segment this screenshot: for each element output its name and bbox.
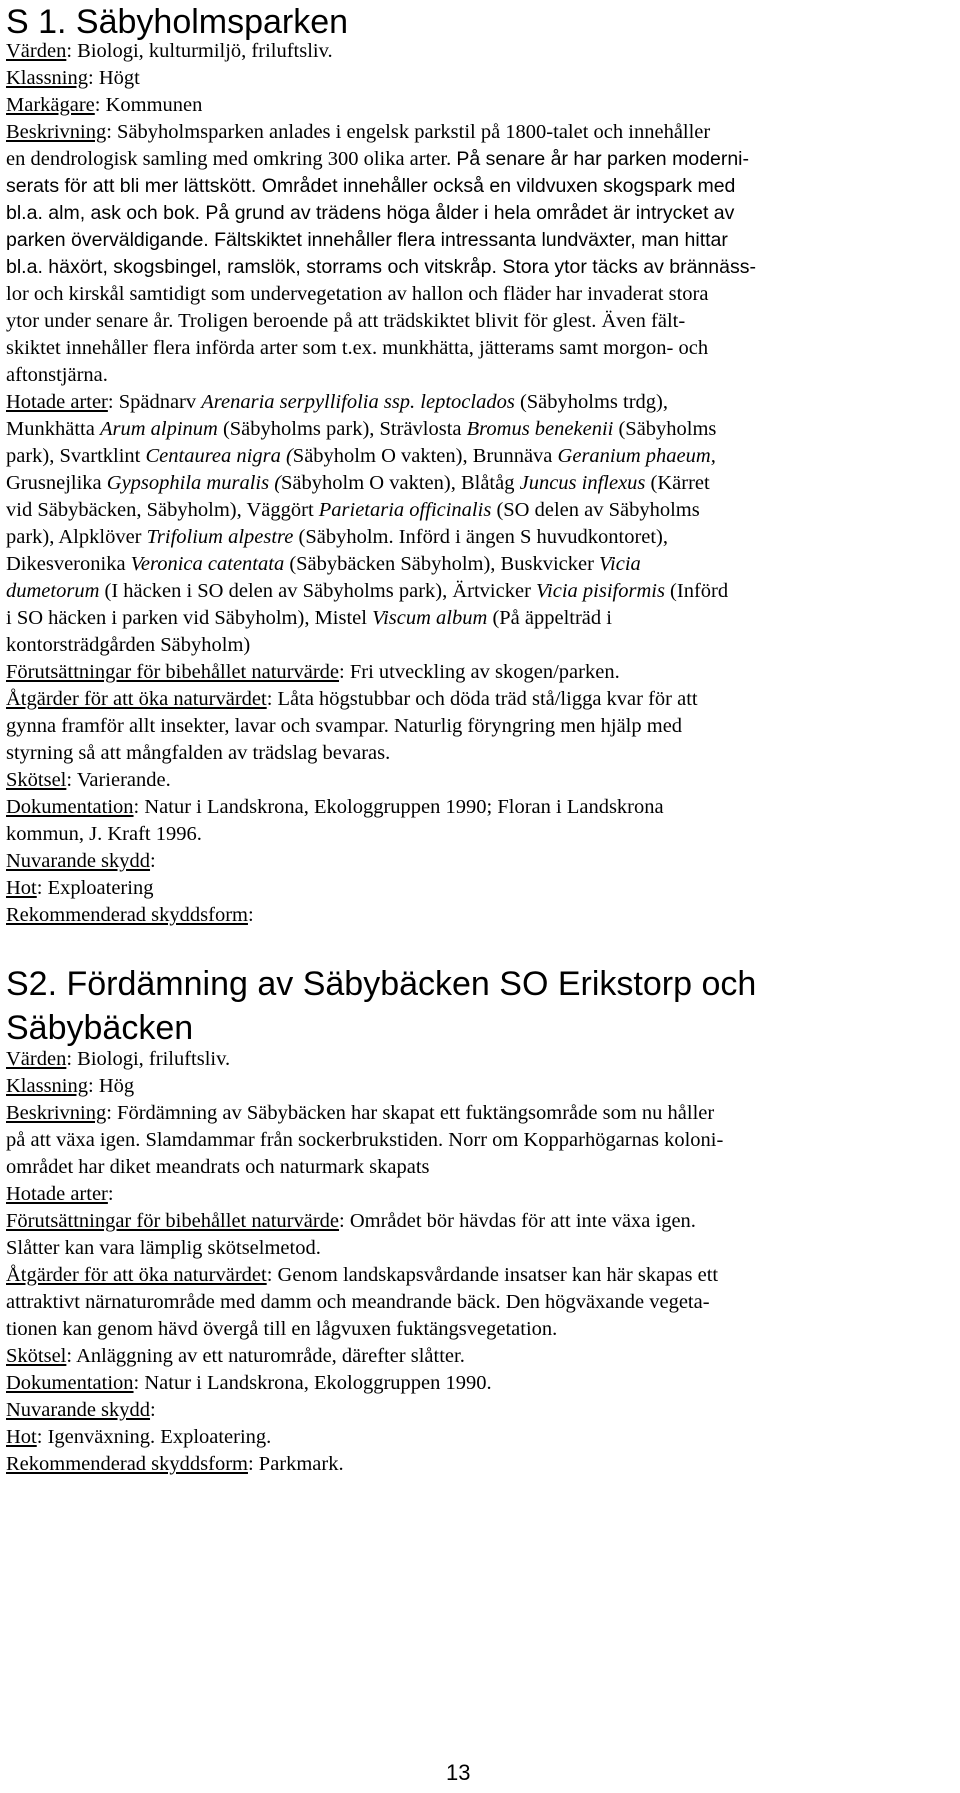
s1-varden-label: Värden [6,40,67,62]
s1-beskrivning-line: skiktet innehåller flera införda arter som t.ex. munkhätta, jätterams samt morgon- och [6,337,709,359]
s1-skotsel [6,767,171,794]
s2-hotade-value: : [107,1183,114,1205]
s1-markagare-value: : Kommunen [94,94,203,116]
s1-dokumentation [6,794,664,821]
s2-dokumentation-label: Dokumentation [6,1372,134,1394]
s1-hotade-line [6,416,716,443]
s1-hotade-text: i SO häcken i parken vid Säbyholm), Mistel [6,607,373,629]
s1-hotade-text: (I häcken i SO delen av Säbyholms park), Ärtvicker [99,580,537,602]
s2-varden [6,1046,230,1073]
s2-nuvarande [6,1397,156,1424]
s1-hotade-text: (På äppelträd i [487,607,612,629]
s1-hotade-text: park), Alpklöver [6,526,147,548]
s1-hot [6,875,153,902]
s2-rekommenderad-value: : Parkmark. [247,1453,344,1475]
s1-beskrivning-line [6,146,749,173]
s1-beskrivning-text: en dendrologisk samling med omkring 300 olika arter. [6,148,457,170]
s1-beskrivning-line: bl.a. häxört, skogsbingel, ramslök, storrams och vitskråp. Stora ytor täcks av brännäss- [6,256,756,278]
s2-varden-label: Värden [6,1048,67,1070]
s1-klassning-label: Klassning [6,67,88,89]
s2-hot-label: Hot [6,1426,37,1448]
s1-hotade-line [6,551,641,578]
s2-beskrivning [6,1100,714,1127]
s1-rekommenderad-label: Rekommenderad skyddsform [6,904,248,926]
s1-hotade-line: kontorsträdgården Säbyholm) [6,634,251,656]
s1-beskrivning-line [6,119,710,146]
s2-nuvarande-value: : [150,1399,156,1421]
s2-beskrivning-text: : Fördämning av Säbybäcken har skapat ett fuktängsområde som nu håller [106,1102,715,1124]
s1-hotade-line [6,470,710,497]
s1-hotade-text: Munkhätta [6,418,100,440]
s2-nuvarande-label: Nuvarande skydd [6,1399,151,1421]
s1-atgarder-line: gynna framför allt insekter, lavar och svampar. Naturlig föryngring men hjälp med [6,715,683,737]
s1-skotsel-value: : Varierande. [66,769,171,791]
s2-forutsattningar-text: : Området bör hävdas för att inte växa igen. [339,1210,696,1232]
species-name: Bromus benekenii [466,418,614,440]
s1-hotade-label: Hotade arter [6,391,108,413]
s1-beskrivning-line: bl.a. alm, ask och bok. På grund av trädens höga ålder i hela området är intrycket av [6,202,735,224]
species-name: Veronica catentata [130,553,285,575]
s1-hotade-text: Grusnejlika [6,472,107,494]
s1-atgarder [6,686,698,713]
s1-hotade-line [6,605,612,632]
s2-rekommenderad-label: Rekommenderad skyddsform [6,1453,248,1475]
s2-klassning-value: : Hög [88,1075,135,1097]
s1-atgarder-label: Åtgärder för att öka naturvärdet [6,688,267,710]
s1-hotade-text: : Spädnarv [107,391,202,413]
s1-hotade-line [6,578,728,605]
s2-klassning-label: Klassning [6,1075,88,1097]
species-name: Arenaria serpyllifolia ssp. leptoclados [201,391,515,413]
species-name: Vicia pisiformis [536,580,665,602]
species-name: Geranium phaeum, [557,445,716,467]
s1-beskrivning-text: På senare år har parken moderni- [456,148,750,170]
s1-beskrivning-text: : Säbyholmsparken anlades i engelsk parkstil på 1800-talet och innehåller [106,121,711,143]
s1-beskrivning-line: parken överväldigande. Fältskiktet innehåller flera intressanta lundväxter, man hittar [6,229,728,251]
s1-beskrivning-label: Beskrivning [6,121,107,143]
s2-forutsattningar-line: Slåtter kan vara lämplig skötselmetod. [6,1237,321,1259]
s1-atgarder-line: styrning så att mångfalden av trädslag bevaras. [6,742,391,764]
s1-beskrivning-line: ytor under senare år. Troligen beroende på att trädskiktet blivit för glest. Även fält- [6,310,686,332]
s1-klassning [6,65,140,92]
s1-varden [6,38,333,65]
species-name: Juncus inflexus [519,472,646,494]
s1-forutsattningar-value: : Fri utveckling av skogen/parken. [339,661,620,683]
s2-hot [6,1424,271,1451]
s1-hot-label: Hot [6,877,37,899]
s2-rekommenderad [6,1451,344,1478]
s1-dokumentation-text: : Natur i Landskrona, Ekologgruppen 1990; Floran i Landskrona [133,796,664,818]
s1-hot-value: : Exploatering [36,877,154,899]
s2-dokumentation-value: : Natur i Landskrona, Ekologgruppen 1990. [133,1372,492,1394]
s1-hotade-text: Säbyholm O vakten), Blåtåg [281,472,520,494]
s1-nuvarande [6,848,156,875]
species-name: Centaurea nigra ( [145,445,293,467]
s1-varden-value: : Biologi, kulturmiljö, friluftsliv. [66,40,333,62]
species-name: Viscum album [372,607,488,629]
s1-hotade-line [6,389,668,416]
s2-skotsel-label: Skötsel [6,1345,67,1367]
s1-hotade-text: (Införd [664,580,729,602]
s1-skotsel-label: Skötsel [6,769,67,791]
s1-hotade-text: Dikesveronika [6,553,131,575]
s2-beskrivning-line: området har diket meandrats och naturmark skapats [6,1156,430,1178]
s2-atgarder-text: : Genom landskapsvårdande insatser kan här skapas ett [266,1264,719,1286]
s2-skotsel [6,1343,465,1370]
s1-hotade-text: (Säbybäcken Säbyholm), Buskvicker [284,553,600,575]
s1-hotade-text: (SO delen av Säbyholms [491,499,700,521]
s2-dokumentation [6,1370,492,1397]
s1-klassning-value: : Högt [88,67,140,89]
section-title-s2: S2. Fördämning av Säbybäcken SO Erikstorp och [6,965,757,1003]
s1-hotade-line [6,524,668,551]
s1-beskrivning-line: aftonstjärna. [6,364,108,386]
section-title-s2-cont: Säbybäcken [6,1009,194,1047]
s2-forutsattningar [6,1208,696,1235]
s1-beskrivning-line: lor och kirskål samtidigt som undervegetation av hallon och fläder har invaderat stora [6,283,709,305]
s1-hotade-text: (Säbyholms park), Strävlosta [217,418,467,440]
s2-klassning [6,1073,134,1100]
s1-atgarder-text: : Låta högstubbar och döda träd stå/ligga kvar för att [266,688,698,710]
s1-dokumentation-line: kommun, J. Kraft 1996. [6,823,202,845]
s1-dokumentation-label: Dokumentation [6,796,134,818]
s1-markagare-label: Markägare [6,94,95,116]
s1-markagare [6,92,202,119]
species-name: Vicia [599,553,641,575]
s1-nuvarande-label: Nuvarande skydd [6,850,151,872]
s1-hotade-text: (Säbyholms [613,418,717,440]
s1-hotade-text: (Kärret [645,472,710,494]
s2-atgarder-label: Åtgärder för att öka naturvärdet [6,1264,267,1286]
species-name: Gypsophila muralis ( [106,472,282,494]
s1-nuvarande-value: : [150,850,156,872]
s1-hotade-line [6,497,700,524]
s1-rekommenderad [6,902,254,929]
s2-varden-value: : Biologi, friluftsliv. [66,1048,231,1070]
species-name: dumetorum [6,580,100,602]
s1-hotade-text: Säbyholm O vakten), Brunnäva [292,445,558,467]
s2-atgarder-line: attraktivt närnaturområde med damm och meandrande bäck. Den högväxande vegeta- [6,1291,710,1313]
species-name: Trifolium alpestre [146,526,294,548]
s1-hotade-line [6,443,716,470]
s1-forutsattningar [6,659,620,686]
section-title-s1: S 1. Säbyholmsparken [6,3,349,41]
s1-hotade-text: vid Säbybäcken, Säbyholm), Väggört [6,499,319,521]
s2-beskrivning-line: på att växa igen. Slamdammar från sockerbrukstiden. Norr om Kopparhögarnas koloni- [6,1129,724,1151]
s2-forutsattningar-label: Förutsättningar för bibehållet naturvärde [6,1210,340,1232]
s2-hotade [6,1181,114,1208]
s2-hot-value: : Igenväxning. Exploatering. [36,1426,272,1448]
s2-atgarder-line: tionen kan genom hävd övergå till en lågvuxen fuktängsvegetation. [6,1318,558,1340]
s1-hotade-text: park), Svartklint [6,445,146,467]
s2-beskrivning-label: Beskrivning [6,1102,107,1124]
page-number: 13 [446,1760,471,1785]
species-name: Arum alpinum [99,418,218,440]
s2-skotsel-value: : Anläggning av ett naturområde, därefter slåtter. [66,1345,465,1367]
s1-rekommenderad-value: : [247,904,254,926]
s1-hotade-text: (Säbyholms trdg), [514,391,668,413]
s2-hotade-label: Hotade arter [6,1183,108,1205]
s1-beskrivning-line: serats för att bli mer lättskött. Området innehåller också en vildvuxen skogspark med [6,175,736,197]
s2-atgarder [6,1262,718,1289]
s1-forutsattningar-label: Förutsättningar för bibehållet naturvärde [6,661,340,683]
s1-hotade-text: (Säbyholm. Införd i ängen S huvudkontoret), [293,526,669,548]
species-name: Parietaria officinalis [318,499,492,521]
